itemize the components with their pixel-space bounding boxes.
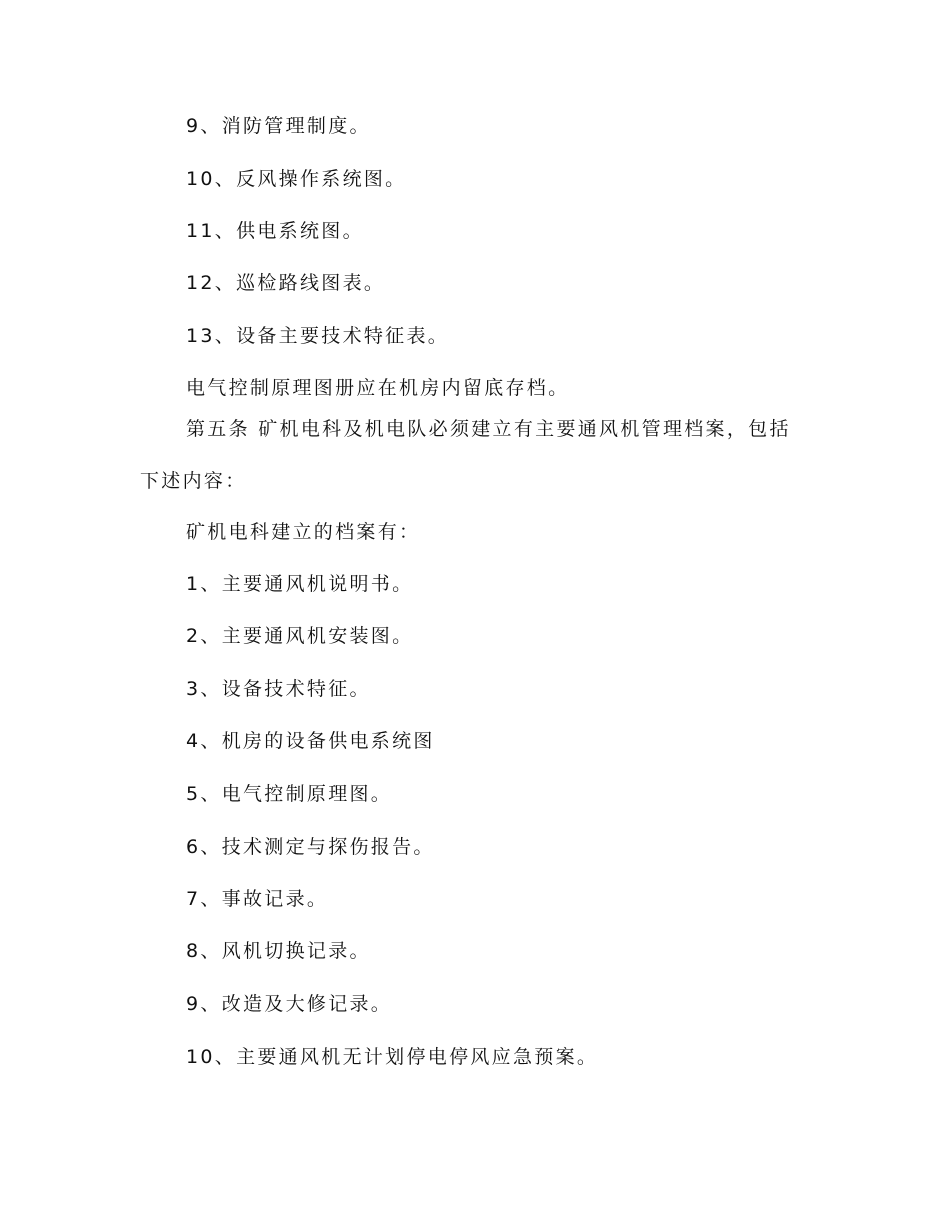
list-item: 12、巡检路线图表。 [186,272,386,294]
list-item: 9、消防管理制度。 [186,115,371,137]
list-item: 9、改造及大修记录。 [186,993,393,1015]
list-item: 10、主要通风机无计划停电停风应急预案。 [186,1046,599,1068]
list-item: 6、技术测定与探伤报告。 [186,836,435,858]
list-item: 2、主要通风机安装图。 [186,625,414,647]
list-item: 10、反风操作系统图。 [186,168,407,190]
archive-note: 电气控制原理图册应在机房内留底存档。 [186,377,570,399]
list-item: 7、事故记录。 [186,888,329,910]
list-item: 3、设备技术特征。 [186,678,371,700]
list-item: 5、电气控制原理图。 [186,783,393,805]
list-item: 4、机房的设备供电系统图 [186,730,435,752]
list-item: 11、供电系统图。 [186,220,364,242]
list-item: 8、风机切换记录。 [186,940,371,962]
article-five-paragraph: 第五条 矿机电科及机电队必须建立有主要通风机管理档案，包括下述内容： [140,418,791,492]
list-item: 1、主要通风机说明书。 [186,573,414,595]
archive-intro: 矿机电科建立的档案有： [186,521,421,543]
list-item: 13、设备主要技术特征表。 [186,325,450,347]
